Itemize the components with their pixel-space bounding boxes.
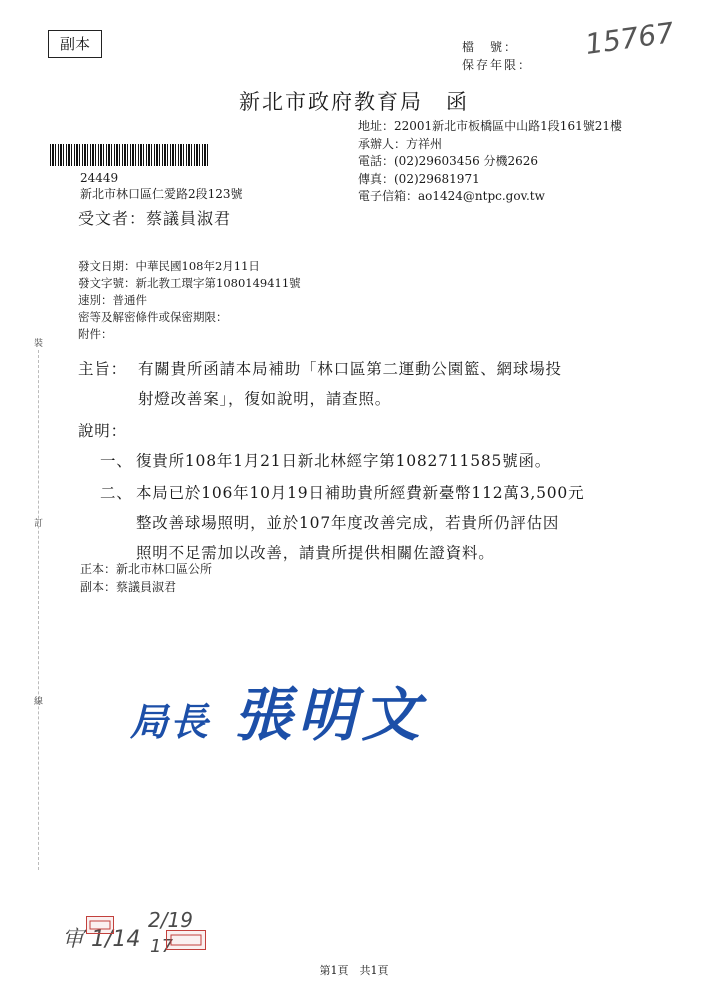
- dispatch-meta-block: [78, 258, 301, 343]
- sender-address: 地址：22001新北市板橋區中山路1段161號21樓: [358, 119, 622, 133]
- margin-mark-staple: 訂: [34, 519, 44, 529]
- handwritten-date-top: 2/19: [148, 908, 193, 932]
- recipient-postal-block: [80, 170, 243, 202]
- explanation-item-2-line-3: 照明不足需加以改善，請貴所提供相關佐證資料。: [136, 544, 495, 562]
- director-name: 張明文: [233, 681, 426, 749]
- handler-name: 承辦人：方祥州: [358, 136, 443, 151]
- margin-mark-bind: 裝: [34, 339, 44, 349]
- recipient-zip: 24449: [80, 171, 119, 185]
- original-recipient: 正本：新北市林口區公所: [80, 562, 213, 576]
- handwritten-review-mark: 审 1/14: [62, 927, 141, 952]
- explanation-item-number: 一、: [100, 452, 133, 470]
- director-signature-seal: [130, 668, 426, 752]
- seal-graphic-icon: [87, 917, 113, 933]
- page-footer: 第1頁 共1頁: [319, 964, 389, 977]
- secrecy-level: 密等及解密條件或保密期限：: [78, 310, 228, 324]
- file-number-label: 檔 號：: [462, 40, 519, 54]
- red-name-seal-left: [86, 916, 114, 934]
- recipient-address: 新北市林口區仁愛路2段123號: [80, 187, 243, 201]
- director-title: 局長: [130, 699, 211, 744]
- explanation-item-2-line-1: 本局已於106年10月19日補助貴所經費新臺幣112萬3,500元: [136, 484, 585, 502]
- fax-number: 傳真：(02)29681971: [358, 171, 480, 186]
- explanation-label: 說明：: [78, 422, 127, 440]
- explanation-item-1-line-1: 復貴所108年1月21日新北林經字第1082711585號函。: [136, 452, 552, 470]
- dispatch-serial: 發文字號：新北教工環字第1080149411號: [78, 276, 301, 290]
- distribution-block: [80, 560, 212, 596]
- binding-margin-line: [38, 350, 39, 870]
- letter-title: 新北市政府教育局 函: [239, 90, 469, 114]
- dispatch-date: 發文日期：中華民國108年2月11日: [78, 259, 260, 273]
- copy-recipient: 副本：蔡議員淑君: [80, 580, 177, 594]
- explanation-item-number: 二、: [100, 484, 133, 502]
- margin-mark-line: 線: [34, 697, 44, 707]
- email-address: 電子信箱：ao1424@ntpc.gov.tw: [358, 189, 545, 203]
- dispatch-speed: 速別：普通件: [78, 293, 147, 307]
- copy-label-box: 副本: [48, 30, 102, 58]
- handwritten-file-number: 15767: [583, 15, 676, 62]
- subject-label: 主旨：: [78, 360, 127, 378]
- sender-address-block: [358, 118, 622, 206]
- handwritten-date-bottom: 17: [150, 936, 173, 957]
- explanation-item-2-line-2: 整改善球場照明，並於107年度改善完成，若貴所仍評估因: [136, 514, 560, 532]
- retention-period-label: 保存年限：: [462, 58, 533, 72]
- recipient-line: 受文者：蔡議員淑君: [78, 209, 232, 228]
- postal-barcode: [50, 144, 208, 166]
- subject-line-2: 射燈改善案」，復如說明，請查照。: [138, 390, 392, 408]
- attachment-label: 附件：: [78, 327, 113, 341]
- red-name-seal-right: [166, 930, 206, 950]
- phone-number: 電話：(02)29603456 分機2626: [358, 154, 539, 168]
- subject-line-1: 有關貴所函請本局補助「林口區第二運動公園籃、網球場投: [138, 360, 562, 378]
- seal-graphic-icon: [167, 931, 205, 949]
